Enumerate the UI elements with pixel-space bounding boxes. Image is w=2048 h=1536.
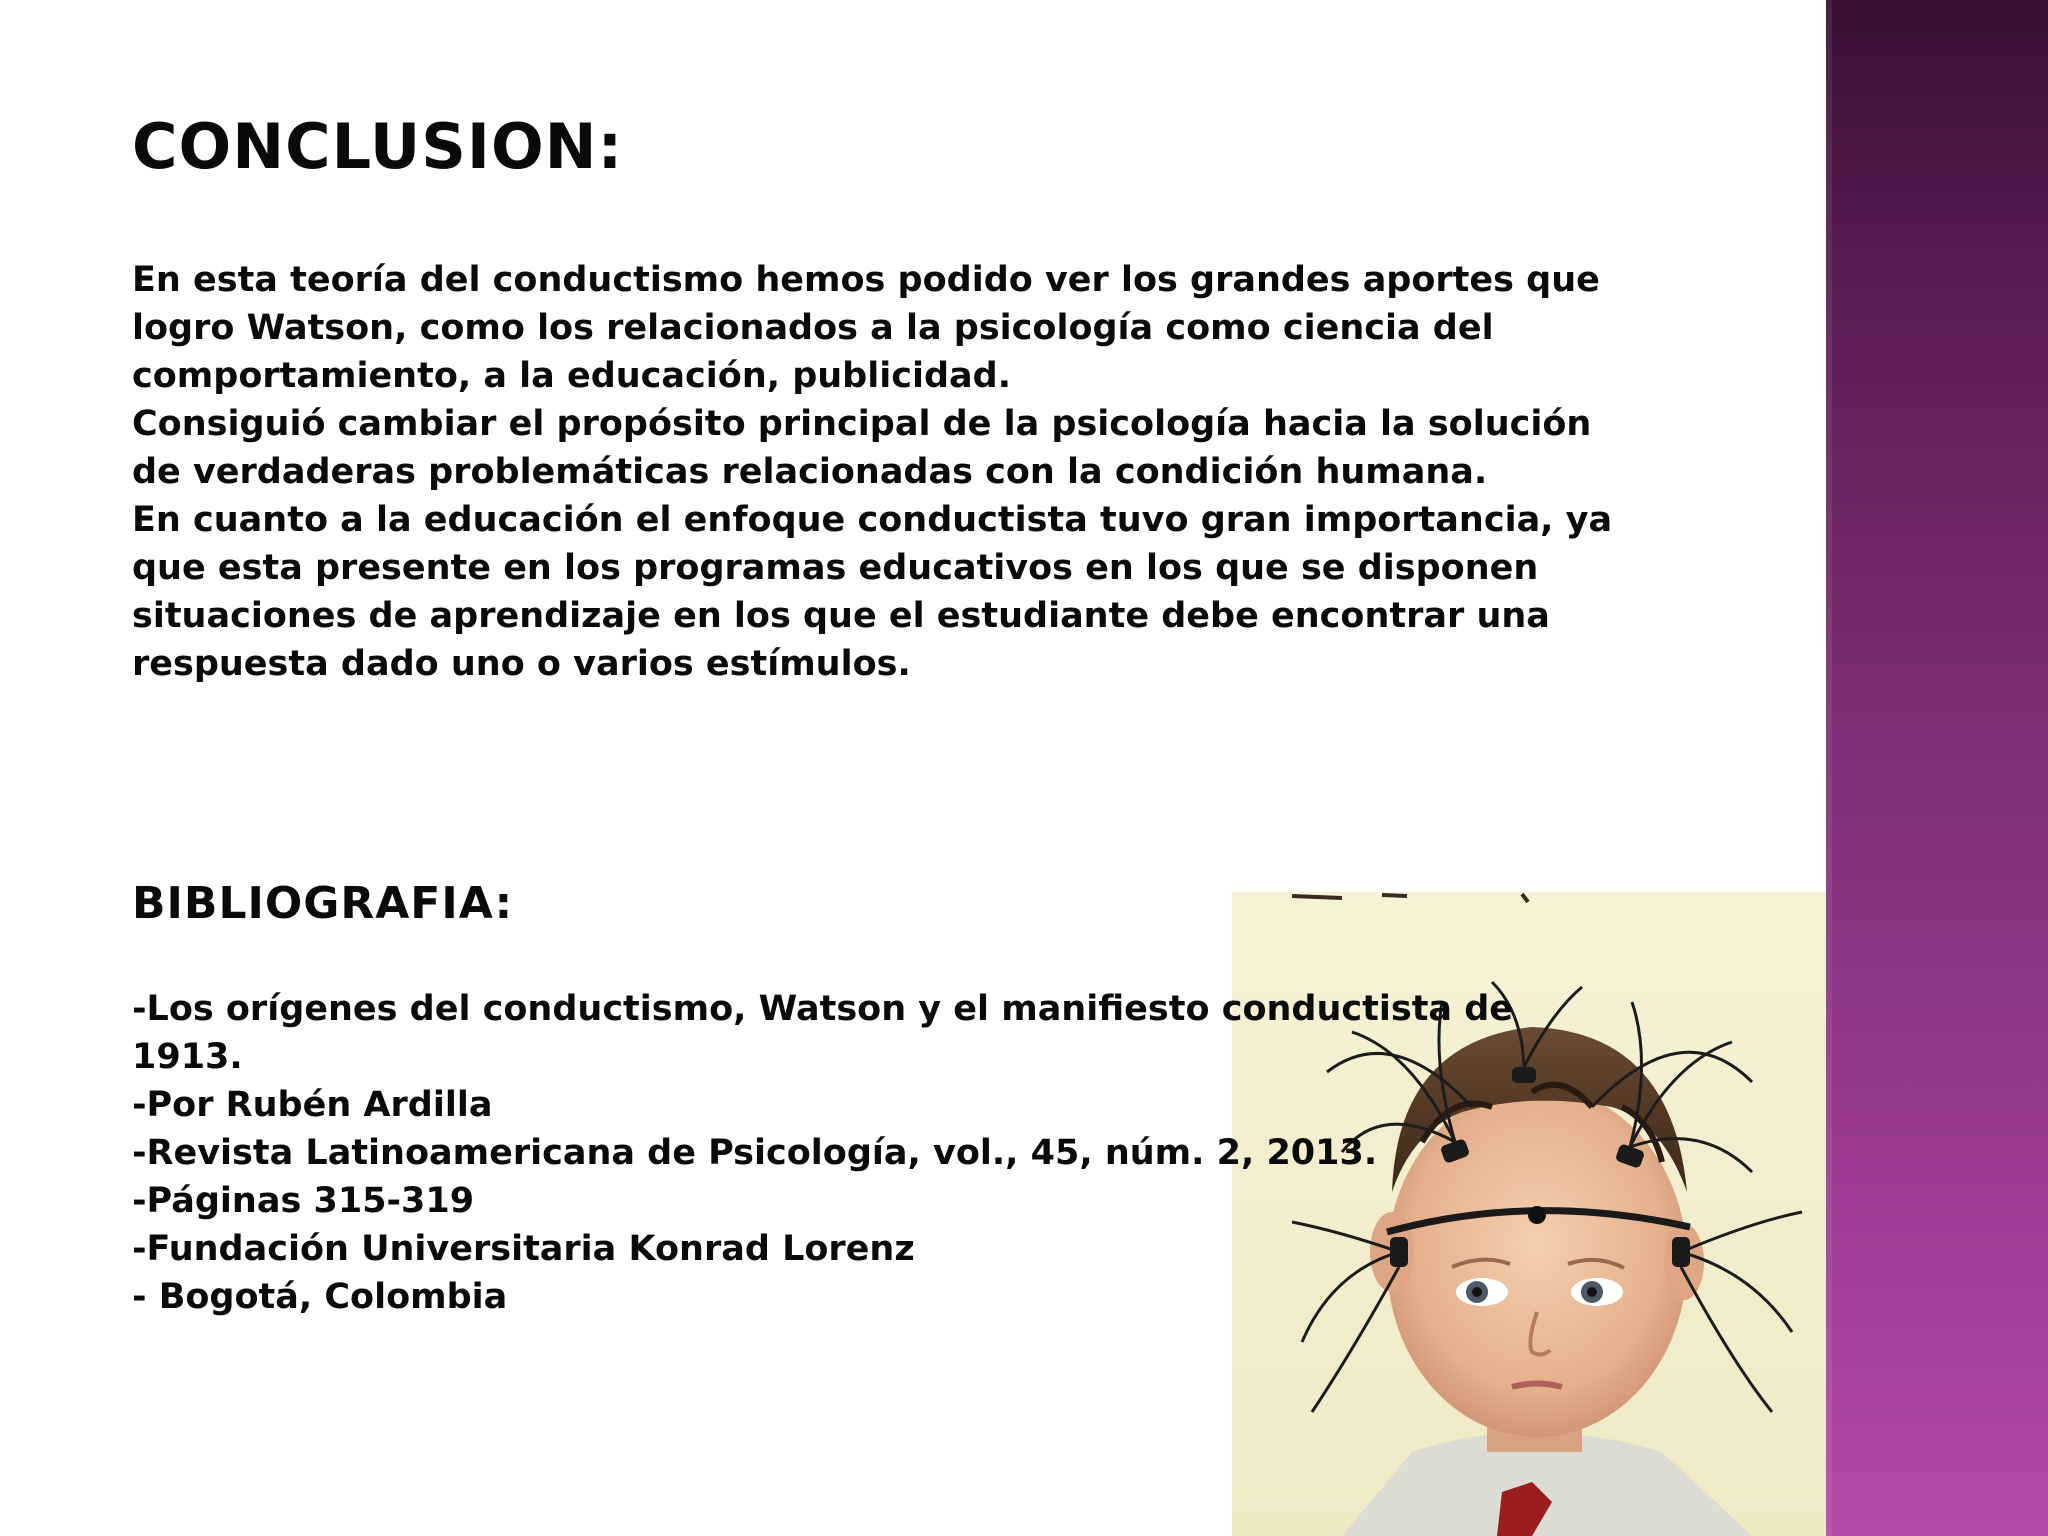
bibliography-item: -Fundación Universitaria Konrad Lorenz: [132, 1229, 915, 1269]
decorative-side-band: [1826, 0, 2048, 1536]
bibliography-item: -Los orígenes del conductismo, Watson y el manifiesto conductista de 1913.: [132, 989, 1514, 1077]
conclusion-paragraph-1: En esta teoría del conductismo hemos podido ver los grandes aportes que logro Watson, como los relacionados a la psicología como ciencia del comportamiento, a la educación, publicidad.: [132, 260, 1600, 396]
bibliography-item: -Revista Latinoamericana de Psicología, vol., 45, núm. 2, 2013.: [132, 1133, 1378, 1173]
bibliography-list: [132, 985, 1532, 1321]
conclusion-title: CONCLUSION:: [132, 110, 624, 183]
bibliography-item: - Bogotá, Colombia: [132, 1277, 508, 1317]
conclusion-paragraph-3: En cuanto a la educación el enfoque conductista tuvo gran importancia, ya que esta presente en los programas educativos en los que se disponen situaciones de aprendizaje en los que el estudiante debe encontrar una respuesta dado uno o varios estímulos.: [132, 500, 1613, 684]
bibliography-item: -Páginas 315-319: [132, 1181, 475, 1221]
conclusion-paragraph-2: Consiguió cambiar el propósito principal de la psicología hacia la solución de verdaderas problemáticas relacionadas con la condición humana.: [132, 404, 1592, 492]
bibliography-title: BIBLIOGRAFIA:: [132, 878, 514, 929]
bibliography-item: -Por Rubén Ardilla: [132, 1085, 493, 1125]
conclusion-body: [132, 256, 1652, 688]
